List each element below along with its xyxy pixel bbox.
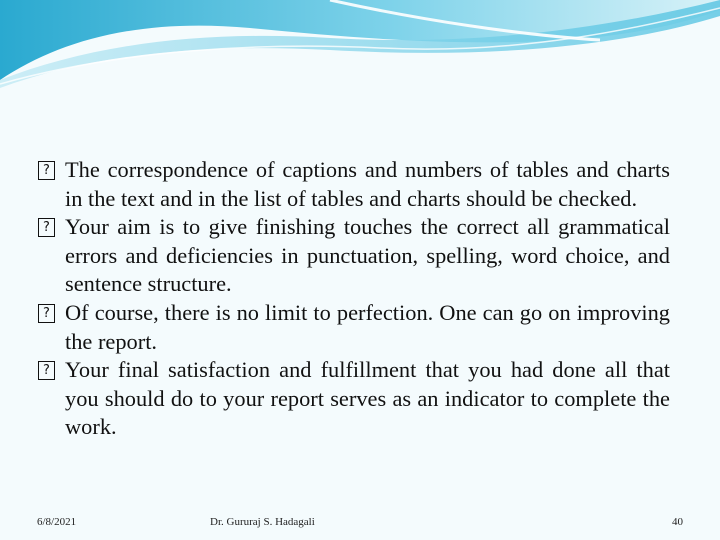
bullet-item-4 [38,356,670,442]
bullet-text-1: The correspondence of captions and numbers of tables and charts in the text and in the list of tables and charts should be checked. [65,157,670,211]
missing-glyph-bullet-icon: ? [38,161,55,180]
footer-author: Dr. Gururaj S. Hadagali [210,516,315,528]
missing-glyph-bullet-icon: ? [38,304,55,323]
missing-glyph-bullet-icon: ? [38,218,55,237]
bullet-item-2 [38,213,670,299]
footer-date: 6/8/2021 [37,516,77,528]
bullet-item-3 [38,299,670,356]
footer-page-number: 40 [672,516,683,528]
bullet-item-1 [38,156,670,213]
bullet-text-2: Your aim is to give finishing touches the correct all grammatical errors and deficiencies in punctuation, spelling, word choice, and sentence structure. [65,214,670,297]
missing-glyph-bullet-icon: ? [38,361,55,380]
bullet-text-3: Of course, there is no limit to perfection. One can go on improving the report. [65,299,670,354]
header-wave-banner [0,0,720,95]
bullet-list [38,156,670,442]
bullet-text-4: Your final satisfaction and fulfillment that you had done all that you should do to your report serves as an indicator to complete the work. [65,357,670,440]
